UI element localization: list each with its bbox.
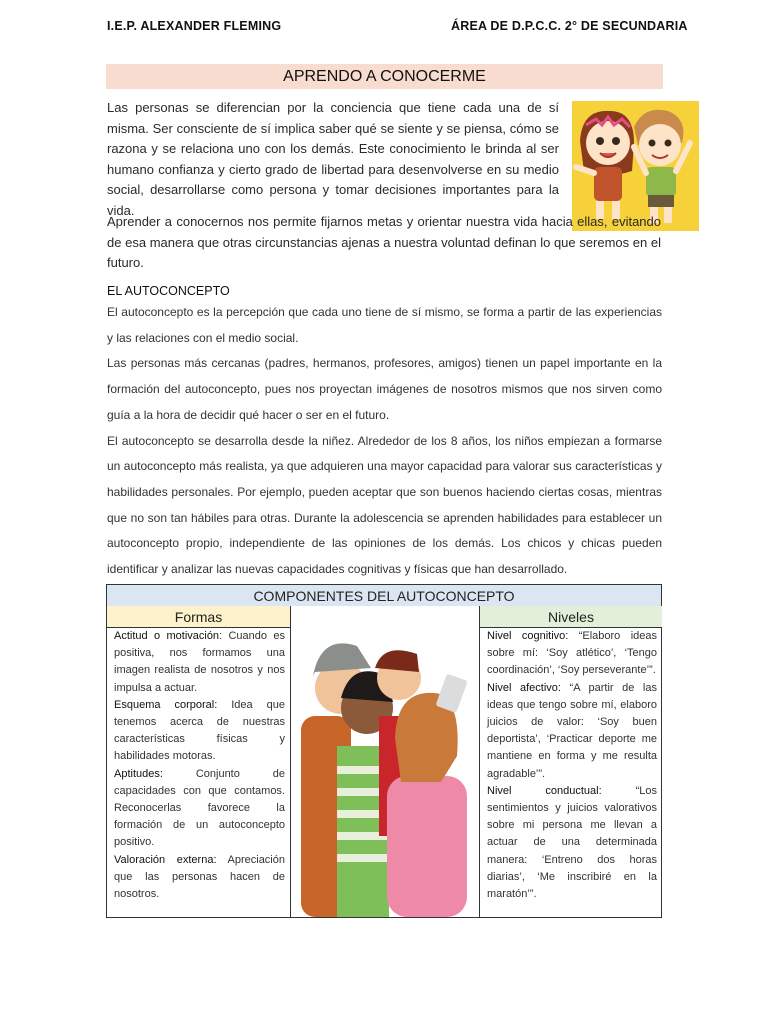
course-label: ÁREA DE D.P.C.C. 2° DE SECUNDARIA bbox=[451, 19, 688, 33]
nivel-item: Nivel afectivo: “A partir de las ideas que tengo sobre mí, elaboro juicios de valor: ‘Soy buen deportista’, ‘Practicar deporte me mantiene en forma y me resulta agradable’”. bbox=[487, 681, 657, 780]
formas-cell bbox=[107, 627, 291, 917]
nivel-item: Nivel cognitivo: “Elaboro ideas sobre mí: ‘Soy atlético’, ‘Tengo coordinación’, ‘Soy perseverante’”. bbox=[487, 630, 657, 677]
school-name: I.E.P. ALEXANDER FLEMING bbox=[107, 19, 282, 33]
formas-header: Formas bbox=[107, 606, 291, 628]
forma-item: Esquema corporal: Idea que tenemos acerca de nuestras características físicas y habilidades motoras. bbox=[114, 698, 286, 763]
table-title: COMPONENTES DEL AUTOCONCEPTO bbox=[107, 585, 661, 607]
components-table bbox=[106, 584, 662, 918]
section-body bbox=[107, 300, 662, 583]
intro-paragraph-1: Las personas se diferencian por la conciencia que tiene cada una de sí misma. Ser consciente de sí implica saber qué se siente y se piensa, cómo se razona y se relaciona uno con los demás. Este conocimiento le brinda al ser humano confianza y cierto grado de libertad para desenvolverse en su medio social, desarrollarse como persona y tomar decisiones importantes para la vida. bbox=[107, 100, 559, 218]
forma-item: Valoración externa: Apreciación que las personas hacen de nosotros. bbox=[114, 853, 285, 901]
forma-item: Aptitudes: Conjunto de capacidades con que contamos. Reconocerlas favorece la formación de un autoconcepto positivo. bbox=[114, 767, 285, 849]
page-title: APRENDO A CONOCERME bbox=[106, 64, 663, 89]
section-title: EL AUTOCONCEPTO bbox=[107, 284, 230, 298]
forma-item: Actitud o motivación: Cuando es positiva, nos formamos una imagen realista de nosotros y nos impulsa a actuar. bbox=[114, 630, 285, 694]
nivel-item: Nivel conductual: “Los sentimientos y juicios valorativos sobre mi persona me llevan a actuar de una determinada manera: ‘Entreno dos horas diarias’, ‘Me inscribiré en la maratón’”. bbox=[487, 784, 657, 901]
niveles-cell bbox=[479, 627, 662, 917]
section-paragraph-1: El autoconcepto es la percepción que cada uno tiene de sí mismo, se forma a partir de las experiencias y las relaciones con el medio social. bbox=[107, 305, 662, 345]
teens-photo bbox=[291, 606, 479, 917]
intro-paragraph-2: Aprender a conocernos nos permite fijarnos metas y orientar nuestra vida hacia ellas, evitando de esa manera que otras circunstancias ajenas a nuestra voluntad definan lo que seremos en el futuro. bbox=[107, 214, 661, 270]
niveles-header: Niveles bbox=[479, 606, 662, 628]
section-paragraph-3: El autoconcepto se desarrolla desde la niñez. Alrededor de los 8 años, los niños empiezan a formarse un autoconcepto más realista, ya que adquieren una mayor capacidad para valorar sus características y habilidades personales. Por ejemplo, pueden aceptar que son buenos haciendo ciertas cosas, mientras que no son tan hábiles para otras. Durante la adolescencia se aprenden habilidades para establecer un autoconcepto propio, independiente de las opiniones de los demás. Los chicos y chicas pueden identificar y analizar las nuevas capacidades cognitivas y físicas que han desarrollado. bbox=[107, 433, 662, 577]
section-paragraph-2: Las personas más cercanas (padres, hermanos, profesores, amigos) tienen un papel importante en la formación del autoconcepto, pues nos proyectan imágenes de nosotros mismos que nos sirven como guía a la hora de decidir qué hacer o ser en el futuro. bbox=[107, 356, 662, 422]
